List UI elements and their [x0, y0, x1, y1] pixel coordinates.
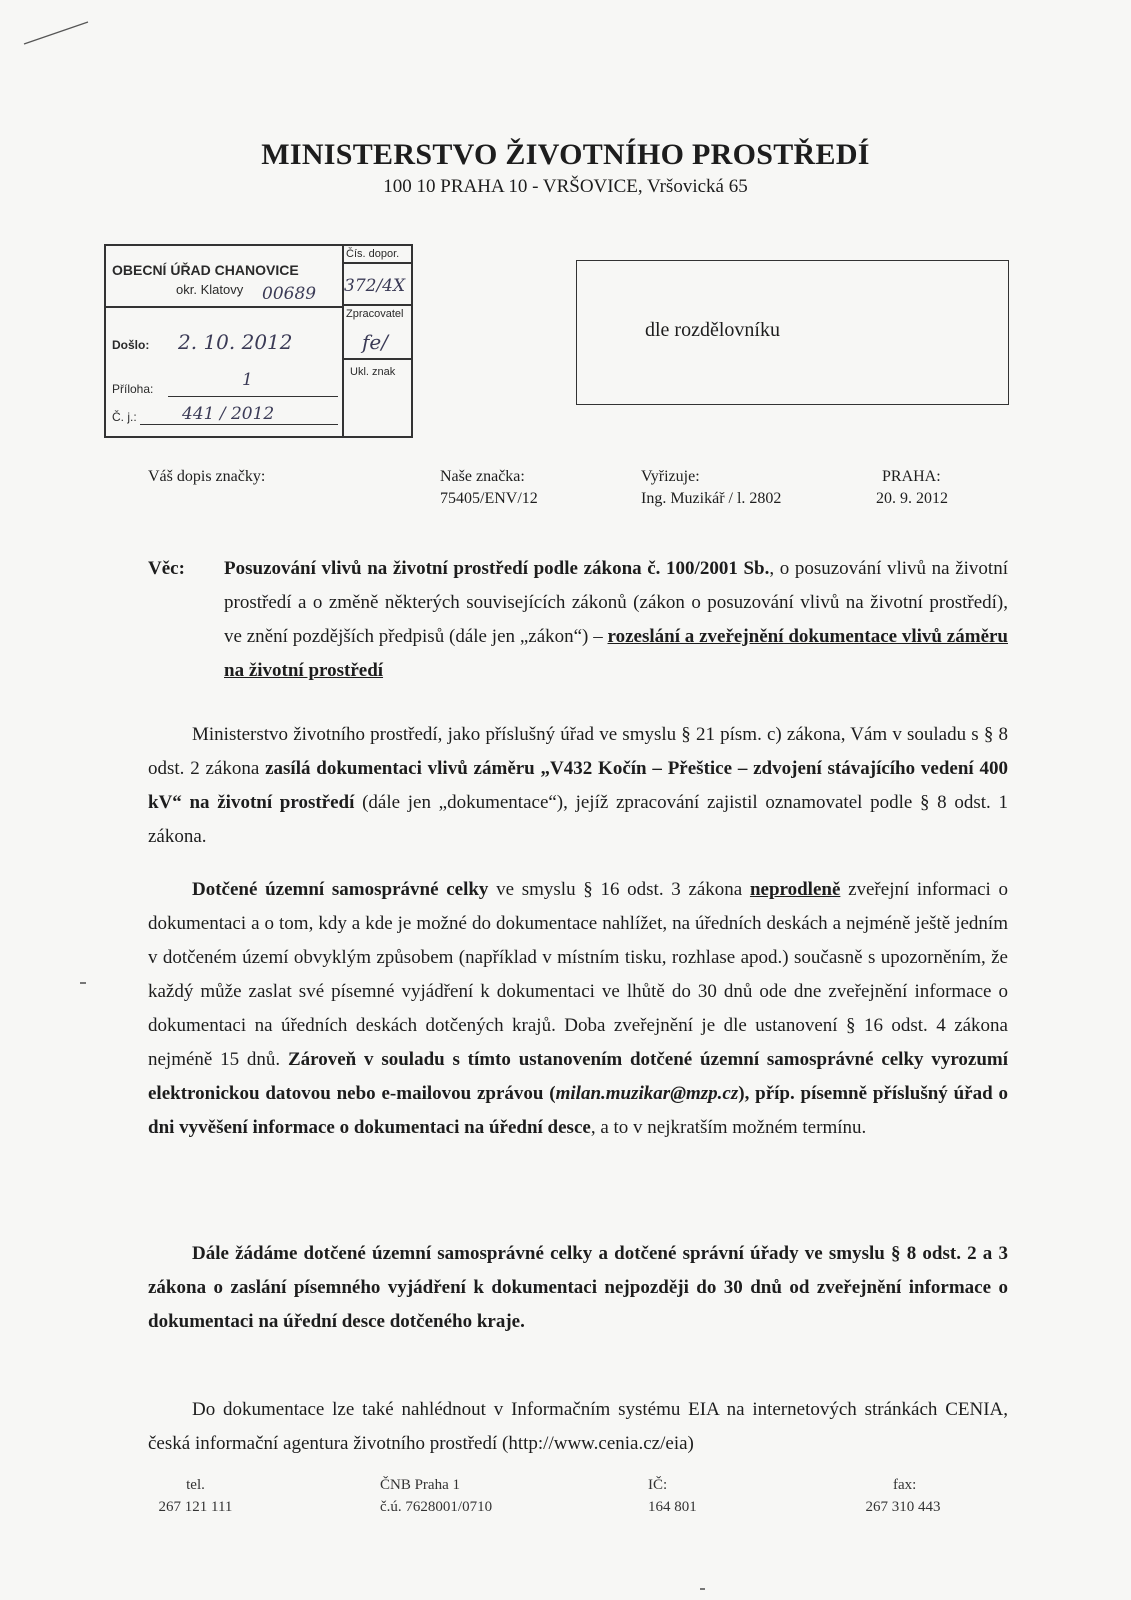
subject-paragraph: [148, 552, 1008, 688]
footer-bank: ČNB Praha 1 č.ú. 7628001/0710: [380, 1477, 493, 1515]
margin-mark: [700, 1588, 705, 1590]
subject-bold: Posuzování vlivů na životní prostředí podle zákona č. 100/2001 Sb.: [224, 558, 770, 579]
subject-underlined: rozeslání a zveřejnění dokumentace vlivů záměru na životní prostředí: [224, 626, 1008, 681]
stamp-priloha-label: Příloha:: [112, 382, 154, 396]
ministry-address: 100 10 PRAHA 10 - VRŠOVICE, Vršovická 65: [383, 176, 748, 197]
ref-vas-dopis: Váš dopis značky:: [148, 468, 266, 485]
stamp-hand-priloha: 1: [242, 370, 253, 390]
recipient-box: [576, 260, 1009, 405]
stamp-hand-zpracovatel: fe/: [362, 330, 388, 354]
stamp-cis-dopor-label: Čís. dopor.: [346, 248, 400, 260]
stamp-doslo-label: Došlo:: [112, 338, 150, 352]
subject-label: Věc:: [148, 558, 185, 579]
stamp-hand-cj: 441 / 2012: [182, 404, 275, 424]
letterhead: [0, 138, 1131, 198]
paragraph-2: Dotčené územní samosprávné celky ve smyslu § 16 odst. 3 zákona neprodleně zveřejní informaci o dokumentaci a o tom, kdy a kde je možné do dokumentace nahlížet, na úředních deskách a nejméně ještě jedním v dotčeném území obvyklým způsobem (například v místním tisku, rozhlase apod.) současně s upozorněním, že každý může zaslat své písemné vyjádření k dokumentaci ve lhůtě do 30 dnů ode dne zveřejnění informace o dokumentaci na úředních deskách dotčených krajů. Doba zveřejnění je dle ustanovení § 16 odst. 4 zákona nejméně 15 dnů. Zároveň v souladu s tímto ustanovením dotčené územní samosprávné celky vyrozumí elektronickou datovou nebo e-mailovou zprávou (milan.muzikar@mzp.cz), příp. písemně příslušný úřad o dni vyvěšení informace o dokumentaci na úřední desce, a to v nejkratším možném termínu.: [148, 879, 1009, 1138]
registration-stamp: [104, 244, 413, 438]
subject-rest: , o posuzování vlivů na životní prostředí a o změně některých souvisejících zákonů (zákon o posuzování vlivů na životní prostředí), ve znění pozdějších předpisů (dále jen „zákon“) –: [224, 558, 1008, 647]
recipient-text: dle rozdělovníku: [645, 319, 780, 341]
ministry-title: MINISTERSTVO ŽIVOTNÍHO PROSTŘEDÍ: [261, 138, 870, 171]
margin-mark: [80, 982, 86, 984]
footer-fax: fax: 267 310 443: [865, 1477, 941, 1515]
contact-email: milan.muzikar@mzp.cz: [555, 1083, 739, 1104]
ref-nase-znacka: Naše značka: 75405/ENV/12: [440, 468, 538, 507]
stamp-cj-label: Č. j.:: [112, 410, 137, 424]
stamp-hand-dopor: 372/4X: [344, 276, 406, 296]
ref-vyrizuje: Vyřizuje: Ing. Muzikář / l. 2802: [641, 468, 782, 507]
stamp-hand-number: 00689: [262, 284, 317, 304]
stamp-district: okr. Klatovy: [176, 282, 244, 297]
paragraph-4: Do dokumentace lze také nahlédnout v Informačním systému EIA na internetových stránkách CENIA, česká informační agentura životního prostředí (http://www.cenia.cz/eia): [148, 1399, 1008, 1454]
footer-tel: tel. 267 121 111: [158, 1477, 233, 1515]
paragraph-1: Ministerstvo životního prostředí, jako příslušný úřad ve smyslu § 21 písm. c) zákona, Vám v souladu s § 8 odst. 2 zákona zasílá dokumentaci vlivů záměru „V432 Kočín – Přeštice – zdvojení stávajícího vedení 400 kV“ na životní prostředí (dále jen „dokumentace“), jejíž zpracování zajistil oznamovatel podle § 8 odst. 1 zákona.: [148, 724, 1008, 847]
stamp-ukl-znak-label: Ukl. znak: [350, 366, 396, 378]
stamp-zpracovatel-label: Zpracovatel: [346, 308, 404, 320]
pen-stroke-mark: [22, 18, 92, 48]
footer-ic: IČ: 164 801: [648, 1477, 697, 1515]
stamp-office-name: OBECNÍ ÚŘAD CHANOVICE: [112, 262, 299, 278]
ref-date: PRAHA: 20. 9. 2012: [876, 468, 948, 507]
paragraph-3: Dále žádáme dotčené územní samosprávné celky a dotčené správní úřady ve smyslu § 8 odst. 2 a 3 zákona o zaslání písemného vyjádření k dokumentaci nejpozději do 30 dnů od zveřejnění informace o dokumentaci na úřední desce dotčeného kraje.: [148, 1243, 1008, 1332]
stamp-hand-date: 2. 10. 2012: [178, 330, 293, 354]
